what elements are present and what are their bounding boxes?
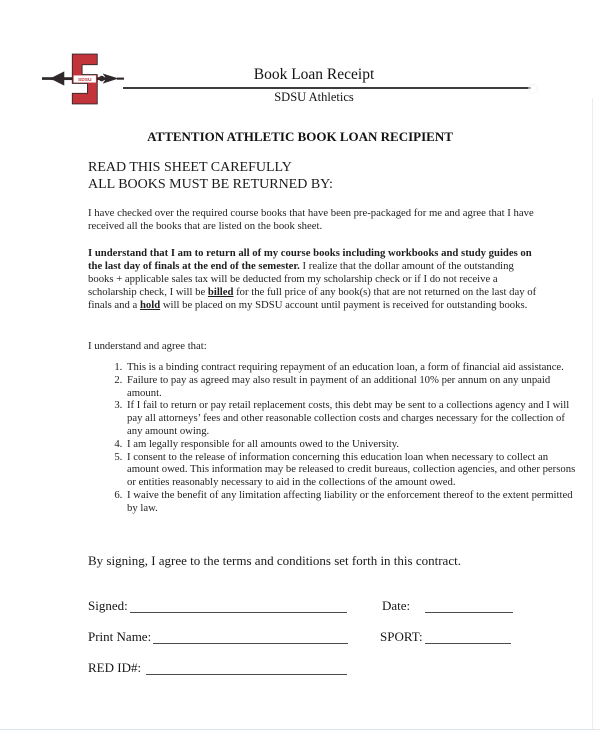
header-rule (123, 87, 531, 89)
paragraph-books-checked: I have checked over the required course books that have been pre-packaged for me and agree that I have received all the books that are listed on the book sheet. (88, 207, 534, 232)
policy-text-2: for the full price of any book(s) that are not returned on the last day of finals and a (88, 286, 537, 311)
document-subtitle: SDSU Athletics (274, 90, 354, 104)
sport-label: SPORT: (380, 629, 423, 644)
attention-heading: ATTENTION ATHLETIC BOOK LOAN RECIPIENT (147, 129, 453, 144)
agree-intro: I understand and agree that: (88, 340, 207, 352)
term-item-6: 6. I waive the benefit of any limitation affecting liability or the enforcement thereof to the extent permitted by law. (125, 489, 577, 515)
read-carefully-block (88, 160, 333, 193)
billed-term: billed (207, 286, 234, 298)
scan-edge-right (592, 98, 593, 730)
bold-lead-text: I understand that I am to return all of my course books including workbooks and study guides on the last day of finals at the end of the semester. (88, 247, 532, 272)
document-title: Book Loan Receipt (253, 66, 375, 83)
signed-line (130, 599, 347, 613)
terms-list (88, 361, 577, 515)
term-item-3: 3. If I fail to return or pay retail replacement costs, this debt may be sent to a collections agency and I will pay all attorneys’ fees and other reasonable collection costs and charges necessary for the collection of any amount owing. (125, 399, 577, 437)
closing-statement: By signing, I agree to the terms and conditions set forth in this contract. (88, 553, 461, 568)
sport-line (425, 630, 511, 644)
print-name-label: Print Name: (88, 629, 152, 644)
svg-text:SDSU: SDSU (77, 78, 92, 84)
term-item-5: 5. I consent to the release of information concerning this education loan when necessary to collect an amount owed. This information may be released to credit bureaus, collection agencies, and other persons or entities reasonably necessary to aid in the collections of the amount owed. (125, 451, 577, 489)
term-item-1: 1. This is a binding contract requiring repayment of an education loan, a form of financial aid assistance. (125, 361, 577, 374)
date-line (425, 599, 513, 613)
red-id-line (146, 661, 347, 675)
paragraph-return-policy (88, 247, 540, 312)
read-line-1: READ THIS SHEET CAREFULLY (88, 160, 292, 175)
red-id-label: RED ID#: (88, 660, 142, 675)
term-item-4: 4. I am legally responsible for all amounts owed to the University. (125, 438, 577, 451)
signed-label: Signed: (88, 598, 128, 613)
policy-text-1: I realize that the dollar amount of the outstanding books + applicable sales tax will be deducted from my scholarship check or if I do not receive a scholarship check, I will be (88, 260, 514, 298)
print-name-line (153, 630, 348, 644)
policy-text-3: will be placed on my SDSU account until payment is received for outstanding books. (160, 299, 528, 311)
date-label: Date: (382, 598, 411, 613)
read-line-2: ALL BOOKS MUST BE RETURNED BY: (88, 176, 333, 192)
hold-term: hold (139, 299, 161, 311)
term-item-2: 2. Failure to pay as agreed may also result in payment of an additional 10% per annum on any unpaid amount. (125, 374, 577, 400)
